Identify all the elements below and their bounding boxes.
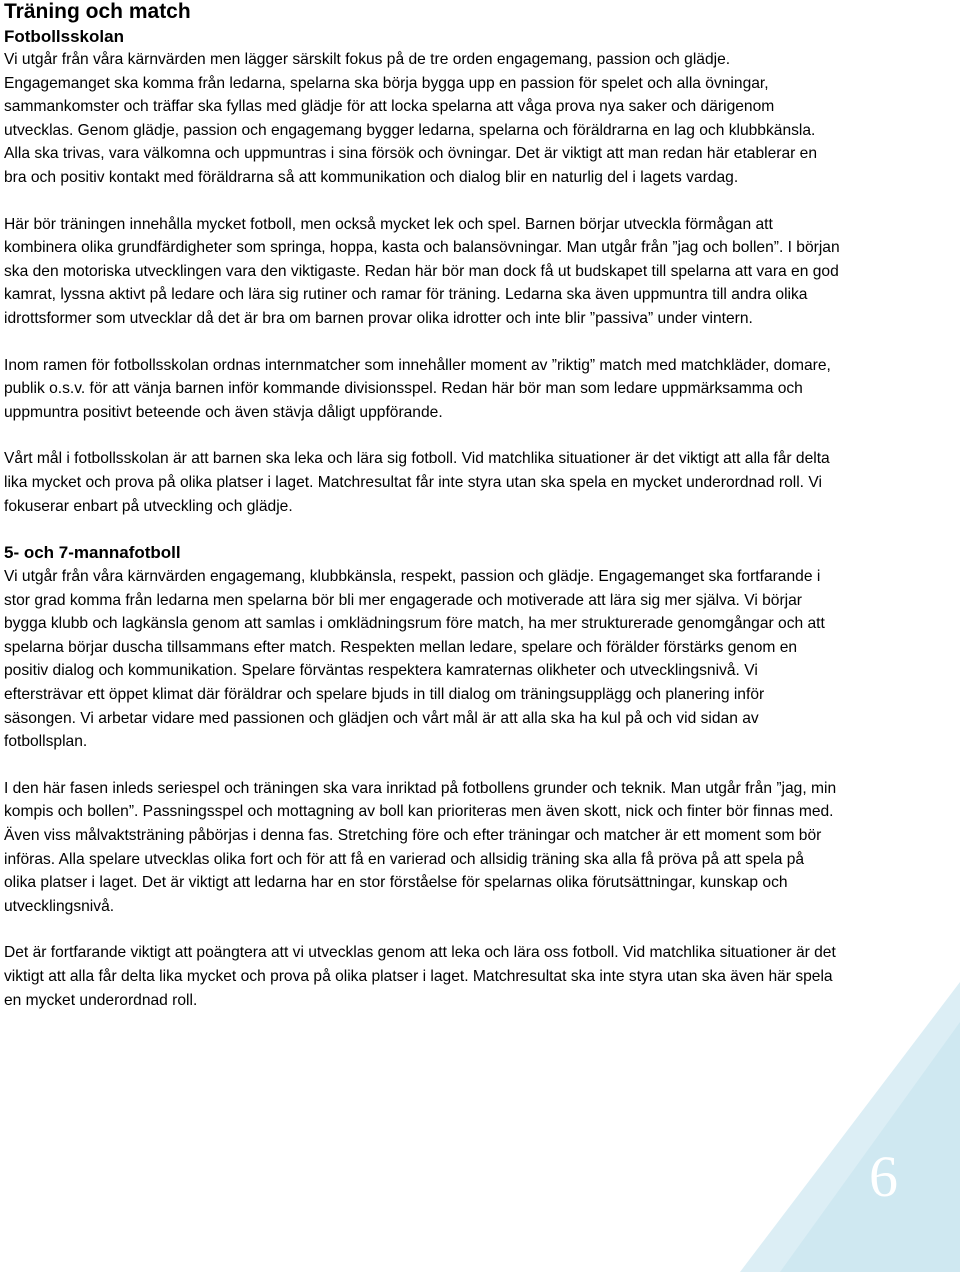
section-heading-fotbollsskolan: Fotbollsskolan (4, 27, 124, 46)
document-body (4, 0, 840, 1012)
paragraph: I den här fasen inleds seriespel och träningen ska vara inriktad på fotbollens grunder och teknik. Man utgår från ”jag, min kompis och bollen”. Passningsspel och mottagning av boll kan prioriteras men även skott, nick och finter bör finnas med. Även viss målvaktsträning påbörjas i denna fas. Stretching före och efter träningar och matcher är ett moment som bör införas. Alla spelare utvecklas olika fort och för att få en varierad och allsidig träning ska alla få pröva på att spela på olika platser i laget. Det är viktigt att ledarna har en stor förståelse för spelarnas olika förutsättningar, kunskap och utvecklingsnivå. (4, 779, 837, 915)
paragraph: Inom ramen för fotbollsskolan ordnas internmatcher som innehåller moment av ”riktig” match med matchkläder, domare, publik o.s.v. för att vänja barnen inför kommande divisionsspel. Redan här bör man som ledare uppmärksamma och uppmuntra positivt beteende och även stävja dåligt uppförande. (4, 356, 831, 421)
paragraph: Här bör träningen innehålla mycket fotboll, men också mycket lek och spel. Barnen börjar utveckla förmågan att kombinera olika grundfärdigheter som springa, hoppa, kasta och balansövningar. Man utgår från ”jag och bollen”. I början ska den motoriska utvecklingen vara den viktigaste. Redan här bör man dock få ut budskapet till spelarna att vara en god kamrat, lyssna aktivt på ledare och lära sig rutiner och ramar för träning. Ledarna ska även uppmuntra till andra olika idrottsformer som utvecklar då det är bra om barnen provar olika idrotter och inte blir ”passiva” under vintern. (4, 215, 840, 327)
page-title: Träning och match (4, 0, 191, 23)
paragraph: Vårt mål i fotbollsskolan är att barnen ska leka och lära sig fotboll. Vid matchlika situationer är det viktigt att alla får delta lika mycket och prova på olika platser i laget. Matchresultat får inte styra utan ska spela en mycket underordnad roll. Vi fokuserar enbart på utveckling och glädje. (4, 450, 830, 515)
corner-decoration (740, 982, 960, 1272)
section-heading-mannafotboll: 5- och 7-mannafotboll (4, 543, 181, 563)
paragraph: Det är fortfarande viktigt att poängtera att vi utvecklas genom att leka och lära oss fotboll. Vid matchlika situationer är det viktigt att alla får delta lika mycket och prova på olika platser i laget. Matchresultat ska inte styra utan ska även här spela en mycket underordnad roll. (4, 944, 836, 1009)
paragraph: Vi utgår från våra kärnvärden men lägger särskilt fokus på de tre orden engagemang, passion och glädje. Engagemanget ska komma från ledarna, spelarna ska börja bygga upp en passion för spelet och alla övningar, sammankomster och träffar ska fyllas med glädje för att locka spelarna att våga prova nya saker och därigenom utvecklas. Genom glädje, passion och engagemang bygger ledarna, spelarna och föräldrarna en lag och klubbkänsla. Alla ska trivas, vara välkomna och uppmuntras i sina försök och övningar. Det är viktigt att man redan här etablerar en bra och positiv kontakt med föräldrarna så att kommunikation och dialog blir en naturlig del i lagets vardag. (4, 51, 818, 186)
paragraph: Vi utgår från våra kärnvärden engagemang, klubbkänsla, respekt, passion och glädje. Engagemanget ska fortfarande i stor grad komma från ledarna men spelarna bör bli mer engagerade och motiverade att lära sig mer själva. Vi börjar bygga klubb och lagkänsla genom att samlas i omklädningsrum före match, ha mer strukturerade genomgångar och att spelarna börjar duscha tillsammans efter match. Respekten mellan ledare, spelare och förälder förstärks genom en positiv dialog och kommunikation. Spelare förväntas respektera kamraternas olikheter och utvecklingsnivå. Vi eftersträvar ett öppet klimat där föräldrar och spelare bjuds in till dialog om träningsupplägg och planering inför säsongen. Vi arbetar vidare med passionen och glädjen och vårt mål är att alla ska ha kul på och vid sidan av fotbollsplan. (4, 568, 825, 751)
page-number: 6 (869, 1144, 898, 1209)
